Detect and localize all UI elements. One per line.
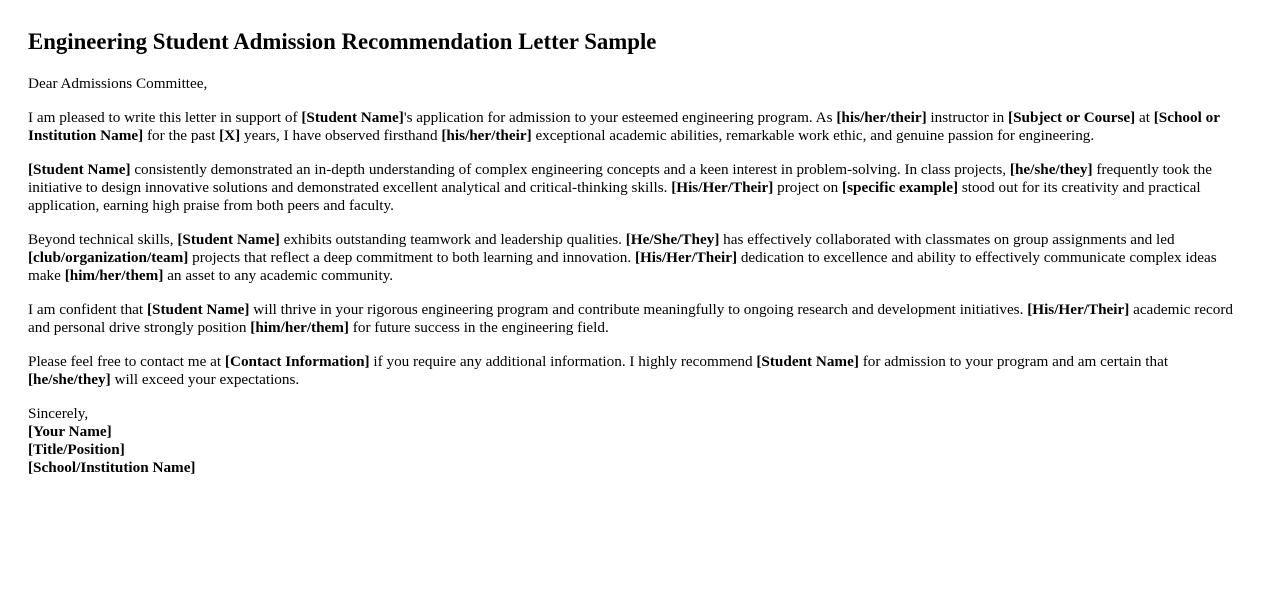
placeholder-pronoun: [His/Her/Their] <box>671 179 774 196</box>
placeholder-pronoun: [His/Her/Their] <box>634 249 738 266</box>
text-run: for the past <box>143 127 220 144</box>
placeholder-pronoun: [he/she/they] <box>28 371 111 388</box>
placeholder-contact-information: [Contact Information] <box>224 353 370 370</box>
text-run: for admission to your program and am certain that <box>858 353 1169 370</box>
text-run: for future success in the engineering field. <box>349 319 609 336</box>
text-run: at <box>1135 109 1154 126</box>
text-run: 's application for admission to your esteemed engineering program. As <box>403 109 837 126</box>
text-run: has effectively collaborated with classmates on group assignments and led <box>719 231 1175 248</box>
text-run: exhibits outstanding teamwork and leadership qualities. <box>279 231 626 248</box>
signature-name: [Your Name] <box>28 423 112 440</box>
text-run: projects that reflect a deep commitment to both learning and innovation. <box>188 249 635 266</box>
sign-off: Sincerely, <box>28 405 89 422</box>
page-title: Engineering Student Admission Recommendation Letter Sample <box>28 29 657 54</box>
placeholder-pronoun: [him/her/them] <box>64 267 164 284</box>
salutation: Dear Admissions Committee, <box>28 75 208 92</box>
text-run: I am pleased to write this letter in support of <box>28 109 302 126</box>
placeholder-student-name: [Student Name] <box>28 161 131 178</box>
placeholder-pronoun: [he/she/they] <box>1009 161 1093 178</box>
paragraph-academic <box>28 161 1250 215</box>
text-run: if you require any additional information. I highly recommend <box>369 353 757 370</box>
closing-block <box>28 405 1250 477</box>
text-run: I am confident that <box>28 301 147 318</box>
signature-title: [Title/Position] <box>28 441 125 458</box>
placeholder-pronoun: [his/her/their] <box>836 109 927 126</box>
text-run: will thrive in your rigorous engineering program and contribute meaningfully to ongoing research and development initiatives. <box>249 301 1028 318</box>
text-run: dedication to excellence and ability to effectively communicate complex ideas make <box>28 249 1217 284</box>
placeholder-example: [specific example] <box>842 179 959 196</box>
text-run: years, I have observed firsthand <box>240 127 442 144</box>
text-run: academic record and personal drive strongly position <box>28 301 1233 336</box>
text-run: consistently demonstrated an in-depth understanding of complex engineering concepts and a keen interest in problem-solving. In class projects, <box>130 161 1010 178</box>
placeholder-subject: [Subject or Course] <box>1008 109 1136 126</box>
placeholder-pronoun: [His/Her/Their] <box>1027 301 1130 318</box>
text-run: Beyond technical skills, <box>28 231 178 248</box>
text-run: instructor in <box>926 109 1009 126</box>
text-run: will exceed your expectations. <box>110 371 300 388</box>
placeholder-student-name: [Student Name] <box>177 231 280 248</box>
signature-institution: [School/Institution Name] <box>28 459 196 476</box>
placeholder-pronoun: [him/her/them] <box>250 319 349 336</box>
placeholder-student-name: [Student Name] <box>301 109 404 126</box>
placeholder-institution: [School or Institution Name] <box>28 109 1220 144</box>
text-run: exceptional academic abilities, remarkable work ethic, and genuine passion for engineering. <box>531 127 1095 144</box>
text-run: project on <box>773 179 843 196</box>
text-run: frequently took the initiative to design innovative solutions and demonstrated excellent analytical and critical-thinking skills. <box>28 161 1212 196</box>
paragraph-introduction <box>28 109 1250 145</box>
placeholder-student-name: [Student Name] <box>146 301 250 318</box>
placeholder-pronoun: [his/her/their] <box>441 127 532 144</box>
paragraph-confidence <box>28 301 1250 337</box>
placeholder-club: [club/organization/team] <box>28 249 189 266</box>
placeholder-pronoun: [He/She/They] <box>625 231 720 248</box>
placeholder-years: [X] <box>219 127 241 144</box>
text-run: Please feel free to contact me at <box>28 353 225 370</box>
placeholder-student-name: [Student Name] <box>756 353 859 370</box>
text-run: an asset to any academic community. <box>163 267 394 284</box>
text-run: stood out for its creativity and practical application, earning high praise from both peers and faculty. <box>28 179 1201 214</box>
paragraph-contact <box>28 353 1250 389</box>
paragraph-teamwork <box>28 231 1250 285</box>
